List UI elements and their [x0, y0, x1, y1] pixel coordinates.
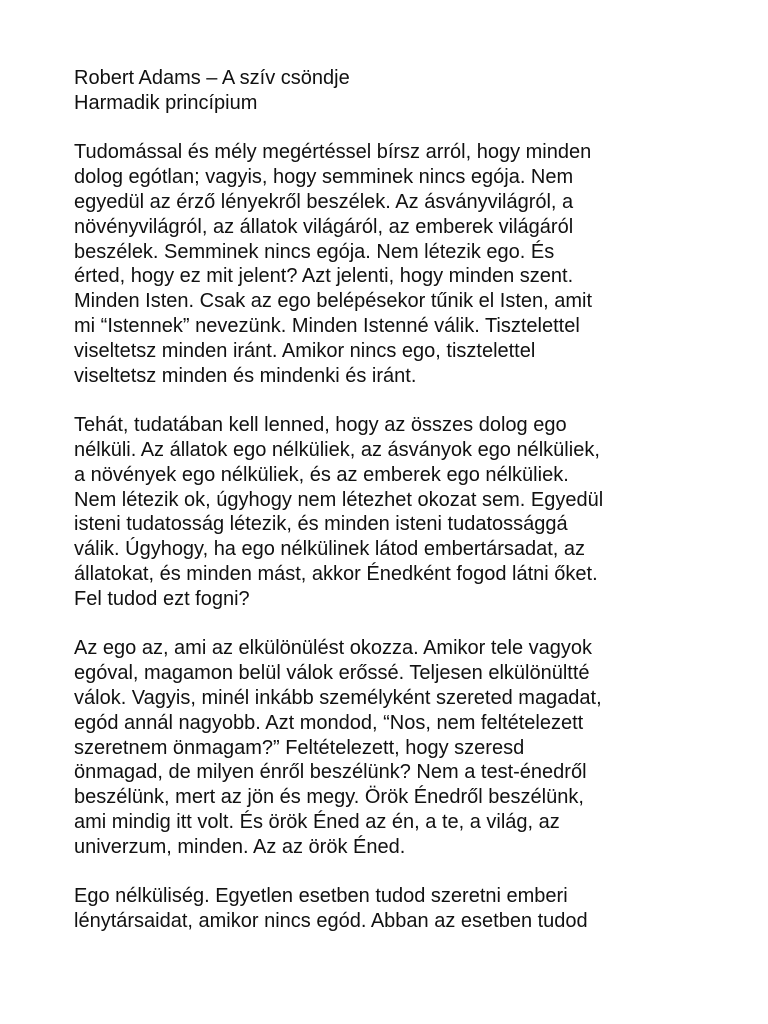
text-line: nélküli. Az állatok ego nélküliek, az ásványok ego nélküliek, [74, 438, 600, 461]
text-line: beszélünk, mert az jön és megy. Örök Énedről beszélünk, [74, 786, 584, 809]
text-line: érted, hogy ez mit jelent? Azt jelenti, hogy minden szent. [74, 265, 574, 288]
document-subtitle: Harmadik princípium [74, 91, 258, 114]
paragraph-4 [74, 884, 734, 934]
document-page [74, 66, 734, 934]
text-line: egóval, magamon belül válok erőssé. Teljesen elkülönültté [74, 662, 590, 685]
text-line: Tehát, tudatában kell lenned, hogy az összes dolog ego [74, 414, 567, 437]
text-line: egyedül az érző lényekről beszélek. Az ásványvilágról, a [74, 190, 574, 213]
text-line: Fel tudod ezt fogni? [74, 587, 250, 610]
text-line: mi “Istennek” nevezünk. Minden Istenné válik. Tisztelettel [74, 314, 580, 337]
text-line: lénytársaidat, amikor nincs egód. Abban az esetben tudod [74, 910, 588, 933]
text-line: dolog egótlan; vagyis, hogy semminek nincs egója. Nem [74, 166, 574, 189]
text-line: viseltetsz minden és mindenki és iránt. [74, 364, 417, 387]
document-title: Robert Adams – A szív csöndje [74, 67, 350, 89]
text-line: Nem létezik ok, úgyhogy nem létezhet okozat sem. Egyedül [74, 488, 604, 511]
text-line: egód annál nagyobb. Azt mondod, “Nos, nem feltételezett [74, 711, 584, 734]
text-line: Ego nélküliség. Egyetlen esetben tudod szeretni emberi [74, 885, 568, 908]
paragraph-1 [74, 140, 734, 388]
paragraph-gap [74, 116, 734, 141]
paragraph-gap [74, 860, 734, 885]
text-line: válik. Úgyhogy, ha ego nélkülinek látod embertársadat, az [74, 538, 586, 561]
text-line: Minden Isten. Csak az ego belépésekor tűnik el Isten, amit [74, 290, 593, 313]
text-line: beszélek. Semminek nincs egója. Nem létezik ego. És [74, 240, 555, 263]
text-line: önmagad, de milyen énről beszélünk? Nem a test-énedről [74, 761, 587, 784]
text-line: növényvilágról, az állatok világáról, az emberek világáról [74, 215, 574, 238]
paragraph-gap [74, 612, 734, 637]
text-line: Az ego az, ami az elkülönülést okozza. Amikor tele vagyok [74, 637, 593, 660]
text-line: szeretnem önmagam?” Feltételezett, hogy szeresd [74, 736, 525, 759]
text-line: a növények ego nélküliek, és az emberek ego nélküliek. [74, 463, 569, 486]
text-line: válok. Vagyis, minél inkább személyként szereted magadat, [74, 686, 602, 709]
text-line: ami mindig itt volt. És örök Éned az én, a te, a világ, az [74, 810, 560, 833]
text-line: univerzum, minden. Az az örök Éned. [74, 835, 406, 858]
paragraph-gap [74, 388, 734, 413]
text-line: állatokat, és minden mást, akkor Énedként fogod látni őket. [74, 562, 598, 585]
text-line: viseltetsz minden iránt. Amikor nincs ego, tisztelettel [74, 339, 536, 362]
text-line: isteni tudatosság létezik, és minden isteni tudatossággá [74, 513, 568, 536]
paragraph-2 [74, 413, 734, 611]
text-line: Tudomással és mély megértéssel bírsz arról, hogy minden [74, 141, 592, 164]
paragraph-3 [74, 636, 734, 859]
